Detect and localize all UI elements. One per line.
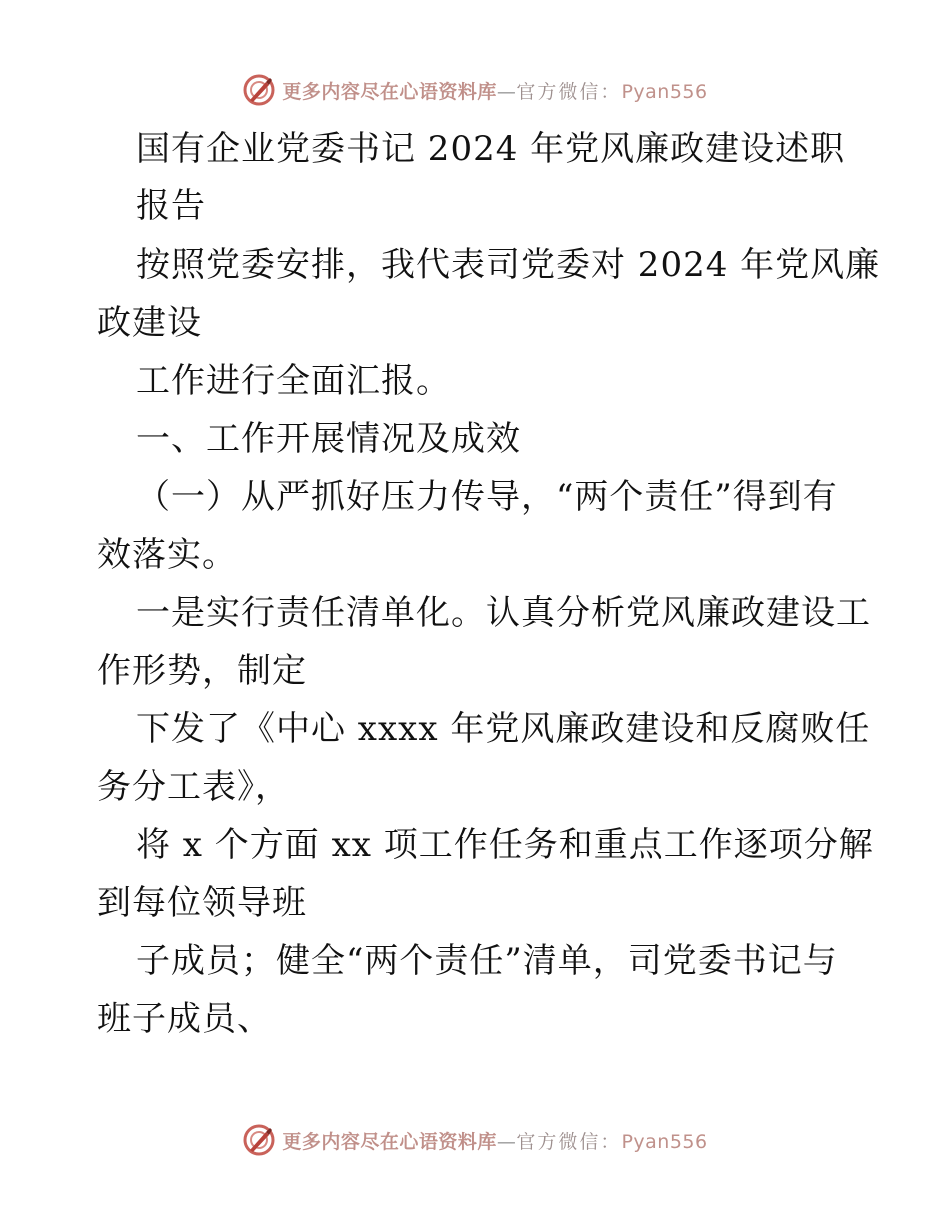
paragraph-line: 工作进行全面汇报。 xyxy=(136,361,451,401)
paragraph-line: 政建设 xyxy=(97,303,202,343)
paragraph-line: 将 x 个方面 xx 项工作任务和重点工作逐项分解 xyxy=(136,825,874,865)
paragraph-line: 务分工表》， xyxy=(97,767,290,807)
watermark-separator: — xyxy=(496,80,517,103)
paragraph-line: 作形势，制定 xyxy=(97,651,307,691)
subsection-heading: （一）从严抓好压力传导，“两个责任”得到有 xyxy=(136,477,838,517)
watermark-text xyxy=(282,77,707,104)
watermark-site-text: 更多内容尽在心语资料库 xyxy=(282,1130,497,1153)
paragraph-line: 按照党委安排，我代表司党委对 2024 年党风廉 xyxy=(136,245,881,285)
paragraph-line: 子成员；健全“两个责任”清单，司党委书记与 xyxy=(136,941,838,981)
watermark-text xyxy=(282,1127,707,1154)
paragraph-line: 下发了《中心 xxxx 年党风廉政建设和反腐败任 xyxy=(136,709,871,749)
watermark-contact-label: 官方微信： xyxy=(516,1130,622,1153)
document-title-line-2: 报告 xyxy=(136,186,206,226)
watermark-site-text: 更多内容尽在心语资料库 xyxy=(282,80,497,103)
document-title-line-1: 国有企业党委书记 2024 年党风廉政建设述职 xyxy=(136,129,846,169)
header-watermark xyxy=(0,70,950,110)
subsection-heading-continued: 效落实。 xyxy=(97,535,237,575)
footer-watermark xyxy=(0,1120,950,1160)
pen-logo-icon xyxy=(242,1123,276,1157)
watermark-contact-id: Pyan556 xyxy=(621,1130,708,1153)
watermark-contact-label: 官方微信： xyxy=(516,80,622,103)
watermark-contact-id: Pyan556 xyxy=(621,80,708,103)
paragraph-line: 一是实行责任清单化。认真分析党风廉政建设工 xyxy=(136,593,871,633)
paragraph-line: 到每位领导班 xyxy=(97,883,307,923)
watermark-separator: — xyxy=(496,1130,517,1153)
pen-logo-icon xyxy=(242,73,276,107)
section-heading: 一、工作开展情况及成效 xyxy=(136,419,521,459)
paragraph-line: 班子成员、 xyxy=(97,999,272,1039)
